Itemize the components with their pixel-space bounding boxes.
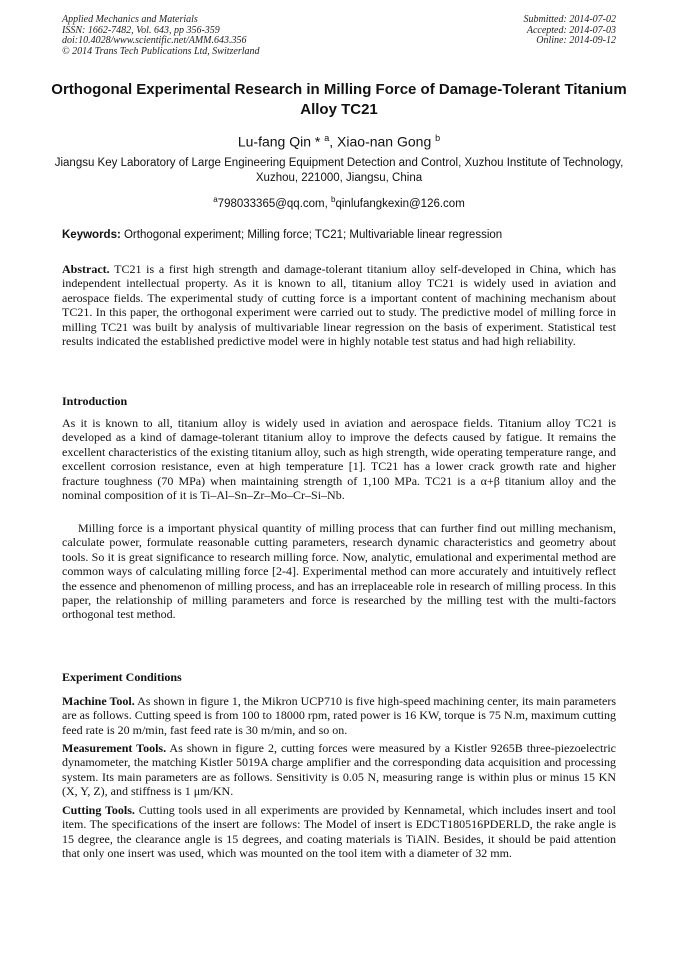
intro-paragraph-1: As it is known to all, titanium alloy is widely used in aviation and aerospace fields. Titanium alloy TC21 is developed as a kind of damage-tolerant titanium alloy to improve the defects caused by fatigue. It remains the excellent characteristics of the existing titanium alloy, such as high strength, wide operating temperature range, and excellent corrosion resistance, even at high temperature [1]. TC21 has a lower crack growth rate and higher fracture toughness (70 MPa) when maintaining strength of 1,100 MPa. TC21 is a α+β titanium alloy and the nominal composition of it is Ti–Al–Sn–Zr–Mo–Cr–Si–Nb. bbox=[62, 416, 616, 503]
paper-title: Orthogonal Experimental Research in Milling Force of Damage-Tolerant Titanium Alloy TC21 bbox=[51, 81, 627, 118]
keywords-text: Orthogonal experiment; Milling force; TC21; Multivariable linear regression bbox=[120, 229, 503, 241]
keywords-label: Keywords: bbox=[62, 229, 121, 241]
email-line bbox=[40, 192, 638, 212]
email-a: 798033365@qq.com, bbox=[217, 197, 332, 210]
journal-name: Applied Mechanics and Materials bbox=[62, 14, 198, 25]
author-1-mark: a bbox=[324, 133, 330, 143]
doi-line: doi:10.4028/www.scientific.net/AMM.643.356 bbox=[62, 35, 247, 46]
keywords bbox=[62, 228, 622, 243]
accepted-date: Accepted: 2014-07-03 bbox=[526, 24, 616, 36]
affiliation: Jiangsu Key Laboratory of Large Engineering Equipment Detection and Control, Xuzhou Institute of Technology, Xuzhou, 221000, Jiangsu, China bbox=[54, 157, 624, 184]
introduction-heading: Introduction bbox=[62, 394, 128, 408]
measurement-tools-text: As shown in figure 2, cutting forces were measured by a Kistler 9265B three-piezoelectric dynamometer, the matching Kistler 5019A charge amplifier and the corresponding data acquisition and processing system. Its main parameters are as follows. Sensitivity is 0.05 N, measuring range is within plus or minus 15 KN (X, Y, Z), and stiffness is 1 μm/KN. bbox=[62, 741, 616, 799]
author-separator: , bbox=[329, 133, 338, 150]
abstract-label: Abstract. bbox=[62, 262, 110, 276]
author-2: Xiao-nan Gong bbox=[337, 133, 432, 150]
email-a-mark: a bbox=[213, 195, 218, 204]
journal-header bbox=[62, 15, 260, 57]
copyright-line: © 2014 Trans Tech Publications Ltd, Switzerland bbox=[62, 45, 260, 57]
abstract-paragraph bbox=[62, 262, 616, 348]
email-b: qinlufangkexin@126.com bbox=[335, 197, 465, 210]
dates-header bbox=[524, 15, 617, 47]
author-line bbox=[40, 129, 638, 151]
machine-tool-label: Machine Tool. bbox=[62, 694, 135, 708]
author-1: Lu-fang Qin * bbox=[237, 133, 321, 150]
online-date: Online: 2014-09-12 bbox=[536, 35, 616, 46]
issn-line: ISSN: 1662-7482, Vol. 643, pp 356-359 bbox=[62, 24, 220, 36]
cutting-tools-paragraph bbox=[62, 803, 616, 861]
cutting-tools-label: Cutting Tools. bbox=[62, 803, 135, 817]
intro-paragraph-2: Milling force is a important physical quantity of milling process that can further find out milling mechanism, calculate power, formulate reasonable cutting parameters, research dynamic characteristics and geometry about tools. So it is great significance to research milling force. Now, analytic, emulational and experimental method are common ways of calculating milling force [2-4]. Experimental method can more accurately and intuitively reflect the essence and phenomenon of milling process, and has an irreplaceable role in research of milling process. In this paper, the relationship of milling parameters and force is researched by the milling test with the multi-factors orthogonal test method. bbox=[62, 521, 616, 622]
author-2-mark: b bbox=[435, 133, 441, 143]
email-b-mark: b bbox=[331, 195, 336, 204]
machine-tool-paragraph bbox=[62, 694, 616, 737]
submitted-date: Submitted: 2014-07-02 bbox=[523, 14, 616, 25]
abstract-text: TC21 is a first high strength and damage-tolerant titanium alloy self-developed in China, which has independent intellectual property. As it is known to all, titanium alloy TC21 is widely used in aviation and aerospace fields. The experimental study of cutting force is a important content of machining mechanism about TC21. In this paper, the orthogonal experiment were carried out to study. The predictive model of milling force in milling TC21 was built by analysis of multivariable linear regression on the basis of experiment. Statistical test results indicated the established predictive model were in highly notable test status and had high reliability. bbox=[62, 262, 616, 349]
cutting-tools-text: Cutting tools used in all experiments are provided by Kennametal, which includes insert and tool item. The specifications of the insert are follows: The Model of insert is EDCT180516PDERLD, the rake angle is 15 degree, the clearance angle is 15 degrees, and coating materials is TiAlN. Besides, it should be paid attention that only one insert was used, which was mounted on the tool item with a diameter of 32 mm. bbox=[62, 803, 617, 861]
machine-tool-text: As shown in figure 1, the Mikron UCP710 is five high-speed machining center, its main parameters are as follows. Cutting speed is from 100 to 18000 rpm, rated power is 16 KW, torque is 75 N.m, maximum cutting feed rate is 20 m/min, fast feed rate is 30 m/min, and so on. bbox=[62, 694, 616, 737]
measurement-tools-paragraph bbox=[62, 741, 616, 799]
measurement-tools-label: Measurement Tools. bbox=[62, 741, 167, 755]
experiment-heading: Experiment Conditions bbox=[62, 670, 182, 684]
